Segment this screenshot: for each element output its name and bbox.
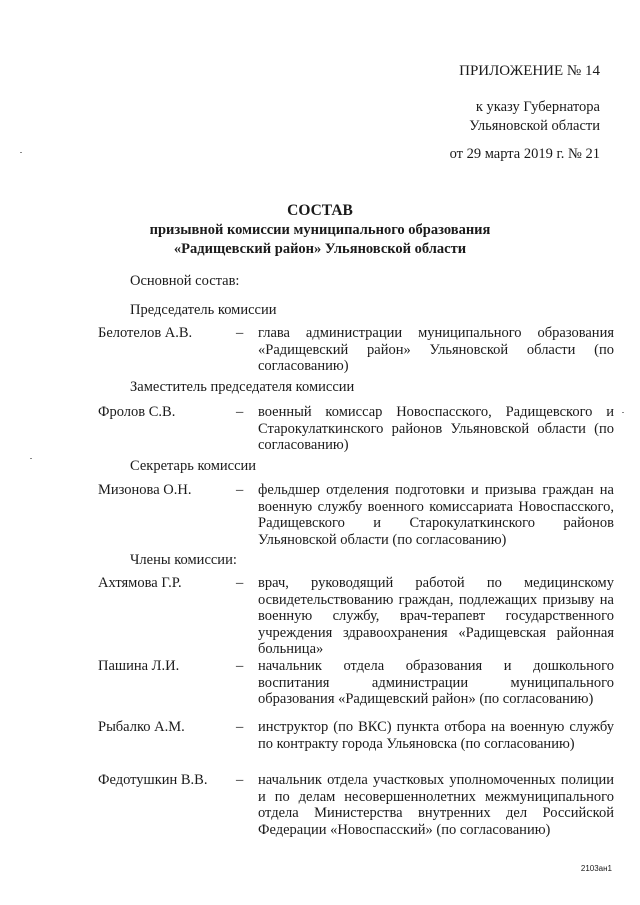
section-chairman: Председатель комиссии — [130, 302, 277, 318]
section-deputy: Заместитель председателя комиссии — [130, 379, 355, 395]
scan-speck — [30, 458, 32, 459]
decree-reference: к указу Губернатора — [475, 99, 600, 115]
person-description: фельдшер отделения подготовки и призыва граждан на военную службу военного комиссариата Новоспасского, Радищевского и Старокулаткинского районов Ульяновской области (по согласованию) — [258, 482, 614, 548]
person-name: Рыбалко А.М. — [98, 719, 185, 735]
document-subtitle-2: «Радищевский район» Ульяновской области — [173, 241, 467, 257]
document-title: СОСТАВ — [287, 202, 353, 219]
person-description: врач, руководящий работой по медицинскому освидетельствованию граждан, подлежащих призыву на военную службу, врач-терапевт государственного учреждения здравоохранения «Радищевская районная больница» — [258, 575, 614, 657]
dash: – — [236, 575, 244, 591]
person-name: Пашина Л.И. — [98, 658, 180, 674]
section-main: Основной состав: — [130, 273, 240, 289]
scan-speck — [20, 152, 22, 153]
person-description: военный комиссар Новоспасского, Радищевского и Старокулаткинского районов Ульяновской области (по согласованию) — [258, 404, 614, 453]
document-code: 2103ан1 — [580, 864, 612, 873]
dash: – — [236, 404, 244, 420]
section-secretary: Секретарь комиссии — [130, 458, 257, 474]
dash: – — [236, 482, 244, 498]
person-description: начальник отдела образования и дошкольного воспитания администрации муниципального образования «Радищевский район» (по согласованию) — [258, 658, 614, 707]
region-reference: Ульяновской области — [469, 118, 600, 134]
dash: – — [236, 719, 244, 735]
scan-speck — [622, 412, 624, 413]
dash: – — [236, 325, 244, 341]
decree-date: от 29 марта 2019 г. № 21 — [449, 146, 600, 162]
person-name: Ахтямова Г.Р. — [98, 575, 182, 591]
person-name: Белотелов А.В. — [98, 325, 193, 341]
person-description: глава администрации муниципального образования «Радищевский район» Ульяновской области (по согласованию) — [258, 325, 614, 374]
appendix-number: ПРИЛОЖЕНИЕ № 14 — [459, 63, 600, 79]
person-name: Мизонова О.Н. — [98, 482, 192, 498]
person-description: начальник отдела участковых уполномоченных полиции и по делам несовершеннолетних межмуниципального отдела Министерства внутренних дел Российской Федерации «Новоспасский» (по согласованию) — [258, 772, 614, 838]
person-name: Федотушкин В.В. — [98, 772, 208, 788]
dash: – — [236, 658, 244, 674]
dash: – — [236, 772, 244, 788]
person-name: Фролов С.В. — [98, 404, 176, 420]
section-members: Члены комиссии: — [130, 552, 237, 568]
person-description: инструктор (по ВКС) пункта отбора на военную службу по контракту города Ульяновска (по согласованию) — [258, 719, 614, 752]
document-subtitle-1: призывной комиссии муниципального образования — [149, 222, 491, 238]
